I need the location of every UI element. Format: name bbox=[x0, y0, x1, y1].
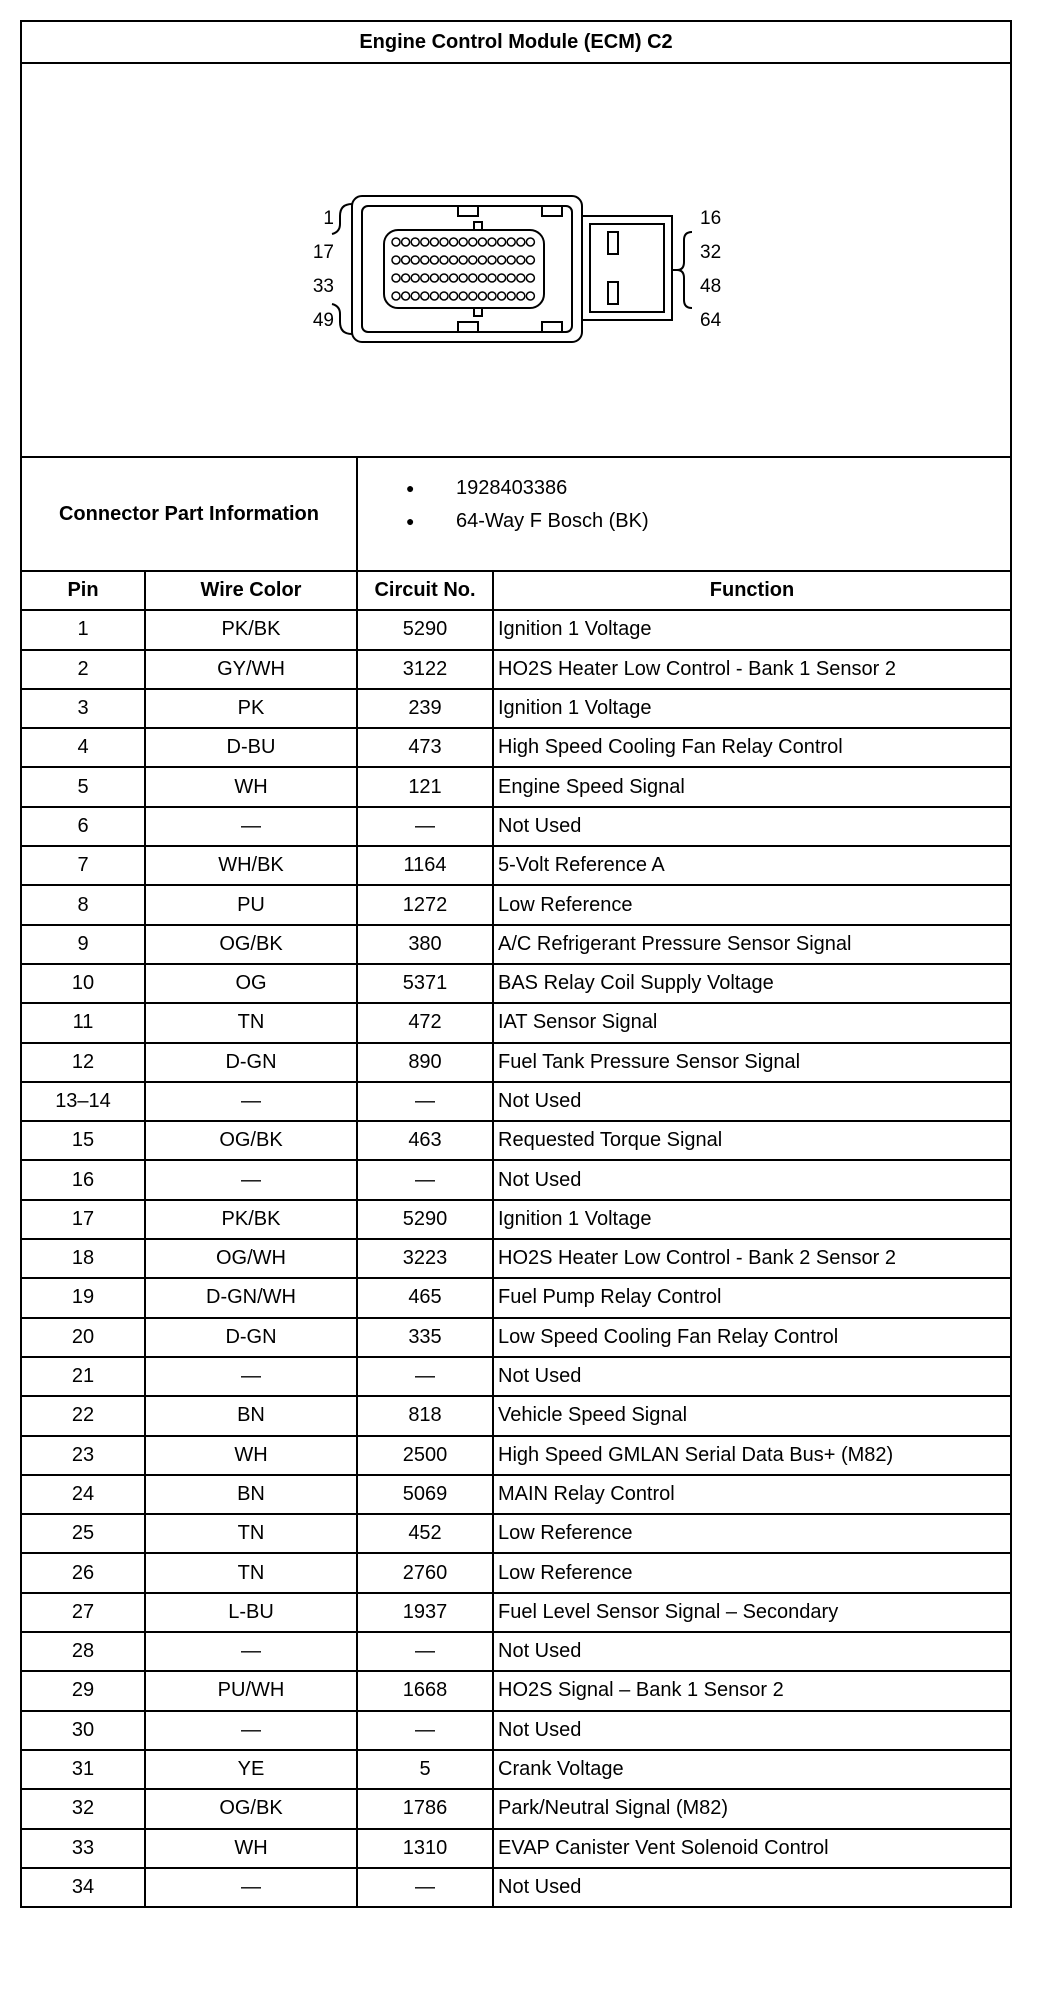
function-cell: Park/Neutral Signal (M82) bbox=[493, 1789, 1011, 1828]
connector-info-label: Connector Part Information bbox=[21, 457, 357, 571]
function-cell: Crank Voltage bbox=[493, 1750, 1011, 1789]
wire-color-cell: PK bbox=[145, 689, 357, 728]
wire-color-cell: OG/BK bbox=[145, 1789, 357, 1828]
table-row bbox=[21, 1593, 1011, 1632]
wire-color-cell: OG/BK bbox=[145, 925, 357, 964]
pin-cell: 9 bbox=[21, 925, 145, 964]
wire-color-cell: OG/WH bbox=[145, 1239, 357, 1278]
header-table bbox=[20, 20, 1012, 572]
function-cell: Not Used bbox=[493, 1082, 1011, 1121]
circuit-cell: 2760 bbox=[357, 1553, 493, 1592]
circuit-cell: 890 bbox=[357, 1043, 493, 1082]
pin-holes bbox=[392, 238, 534, 300]
pin-cell: 2 bbox=[21, 650, 145, 689]
function-cell: Fuel Pump Relay Control bbox=[493, 1278, 1011, 1317]
wire-color-cell: TN bbox=[145, 1514, 357, 1553]
wire-color-cell: L-BU bbox=[145, 1593, 357, 1632]
circuit-cell: 2500 bbox=[357, 1436, 493, 1475]
circuit-cell: 380 bbox=[357, 925, 493, 964]
pin-cell: 24 bbox=[21, 1475, 145, 1514]
circuit-cell: 465 bbox=[357, 1278, 493, 1317]
circuit-cell: 472 bbox=[357, 1003, 493, 1042]
pin-cell: 17 bbox=[21, 1200, 145, 1239]
function-cell: Not Used bbox=[493, 1632, 1011, 1671]
pin-cell: 10 bbox=[21, 964, 145, 1003]
table-row bbox=[21, 885, 1011, 924]
table-row bbox=[21, 1671, 1011, 1710]
table-row bbox=[21, 1318, 1011, 1357]
circuit-cell: 121 bbox=[357, 767, 493, 806]
pin-cell: 19 bbox=[21, 1278, 145, 1317]
function-cell: A/C Refrigerant Pressure Sensor Signal bbox=[493, 925, 1011, 964]
function-cell: Not Used bbox=[493, 1160, 1011, 1199]
function-cell: HO2S Heater Low Control - Bank 2 Sensor 2 bbox=[493, 1239, 1011, 1278]
function-cell: EVAP Canister Vent Solenoid Control bbox=[493, 1829, 1011, 1868]
function-cell: Vehicle Speed Signal bbox=[493, 1396, 1011, 1435]
pin-cell: 4 bbox=[21, 728, 145, 767]
circuit-cell: 1164 bbox=[357, 846, 493, 885]
pin-cell: 22 bbox=[21, 1396, 145, 1435]
table-row bbox=[21, 1043, 1011, 1082]
circuit-cell: 5 bbox=[357, 1750, 493, 1789]
table-row bbox=[21, 1357, 1011, 1396]
circuit-cell: 1937 bbox=[357, 1593, 493, 1632]
table-row bbox=[21, 1396, 1011, 1435]
wire-color-cell: D-BU bbox=[145, 728, 357, 767]
wire-color-cell: OG bbox=[145, 964, 357, 1003]
connector-info-values bbox=[357, 457, 1011, 571]
table-row bbox=[21, 964, 1011, 1003]
circuit-cell: 463 bbox=[357, 1121, 493, 1160]
wire-color-cell: BN bbox=[145, 1396, 357, 1435]
table-row bbox=[21, 650, 1011, 689]
pin-cell: 7 bbox=[21, 846, 145, 885]
connector-drawing bbox=[22, 64, 1008, 456]
circuit-cell: 239 bbox=[357, 689, 493, 728]
table-row bbox=[21, 1003, 1011, 1042]
wire-color-cell: TN bbox=[145, 1003, 357, 1042]
pin-label-right-64: 64 bbox=[700, 310, 722, 331]
wire-color-cell: — bbox=[145, 1082, 357, 1121]
function-cell: Low Reference bbox=[493, 1553, 1011, 1592]
wire-color-cell: — bbox=[145, 1160, 357, 1199]
wire-color-cell: PU bbox=[145, 885, 357, 924]
pin-cell: 21 bbox=[21, 1357, 145, 1396]
table-row bbox=[21, 767, 1011, 806]
pin-cell: 15 bbox=[21, 1121, 145, 1160]
pin-cell: 5 bbox=[21, 767, 145, 806]
circuit-cell: 3223 bbox=[357, 1239, 493, 1278]
circuit-cell: 5371 bbox=[357, 964, 493, 1003]
wire-color-cell: WH bbox=[145, 1436, 357, 1475]
pin-label-left-49: 49 bbox=[312, 310, 334, 331]
function-cell: Not Used bbox=[493, 1357, 1011, 1396]
function-cell: High Speed Cooling Fan Relay Control bbox=[493, 728, 1011, 767]
header-circuit-no: Circuit No. bbox=[357, 571, 493, 610]
connector-diagram bbox=[21, 63, 1011, 457]
pin-cell: 31 bbox=[21, 1750, 145, 1789]
connector-part-number: ● 1928403386 bbox=[406, 472, 1010, 505]
header-wire-color: Wire Color bbox=[145, 571, 357, 610]
pin-cell: 20 bbox=[21, 1318, 145, 1357]
circuit-cell: — bbox=[357, 1711, 493, 1750]
pin-label-right-16: 16 bbox=[700, 208, 722, 229]
circuit-cell: 5290 bbox=[357, 610, 493, 649]
pin-cell: 18 bbox=[21, 1239, 145, 1278]
wire-color-cell: — bbox=[145, 807, 357, 846]
table-row bbox=[21, 1514, 1011, 1553]
pin-label-right-32: 32 bbox=[700, 242, 722, 263]
wire-color-cell: — bbox=[145, 1632, 357, 1671]
table-row bbox=[21, 1121, 1011, 1160]
pin-cell: 3 bbox=[21, 689, 145, 728]
wire-color-cell: D-GN bbox=[145, 1318, 357, 1357]
circuit-cell: 1786 bbox=[357, 1789, 493, 1828]
circuit-cell: 818 bbox=[357, 1396, 493, 1435]
circuit-cell: — bbox=[357, 1082, 493, 1121]
pin-cell: 23 bbox=[21, 1436, 145, 1475]
circuit-cell: — bbox=[357, 1357, 493, 1396]
wire-color-cell: GY/WH bbox=[145, 650, 357, 689]
function-cell: Low Speed Cooling Fan Relay Control bbox=[493, 1318, 1011, 1357]
pin-cell: 27 bbox=[21, 1593, 145, 1632]
function-cell: Requested Torque Signal bbox=[493, 1121, 1011, 1160]
pin-label-right-48: 48 bbox=[700, 276, 722, 297]
circuit-cell: — bbox=[357, 807, 493, 846]
function-cell: Low Reference bbox=[493, 1514, 1011, 1553]
function-cell: IAT Sensor Signal bbox=[493, 1003, 1011, 1042]
table-row bbox=[21, 728, 1011, 767]
pin-cell: 29 bbox=[21, 1671, 145, 1710]
pin-label-left-17: 17 bbox=[312, 242, 334, 263]
table-row bbox=[21, 1278, 1011, 1317]
circuit-cell: 3122 bbox=[357, 650, 493, 689]
pin-cell: 16 bbox=[21, 1160, 145, 1199]
pin-cell: 32 bbox=[21, 1789, 145, 1828]
pin-cell: 25 bbox=[21, 1514, 145, 1553]
wire-color-cell: PU/WH bbox=[145, 1671, 357, 1710]
circuit-cell: — bbox=[357, 1868, 493, 1907]
pin-cell: 13–14 bbox=[21, 1082, 145, 1121]
pin-cell: 28 bbox=[21, 1632, 145, 1671]
wire-color-cell: PK/BK bbox=[145, 610, 357, 649]
pin-cell: 8 bbox=[21, 885, 145, 924]
table-row bbox=[21, 1553, 1011, 1592]
function-cell: High Speed GMLAN Serial Data Bus+ (M82) bbox=[493, 1436, 1011, 1475]
circuit-cell: 473 bbox=[357, 728, 493, 767]
connector-type: ● 64-Way F Bosch (BK) bbox=[406, 505, 1010, 538]
table-row bbox=[21, 925, 1011, 964]
pin-cell: 26 bbox=[21, 1553, 145, 1592]
table-row bbox=[21, 1789, 1011, 1828]
table-row bbox=[21, 1239, 1011, 1278]
pin-label-left-1: 1 bbox=[323, 208, 334, 229]
wire-color-cell: BN bbox=[145, 1475, 357, 1514]
table-row bbox=[21, 846, 1011, 885]
function-cell: Ignition 1 Voltage bbox=[493, 1200, 1011, 1239]
function-cell: MAIN Relay Control bbox=[493, 1475, 1011, 1514]
pin-cell: 1 bbox=[21, 610, 145, 649]
wire-color-cell: WH bbox=[145, 767, 357, 806]
function-cell: BAS Relay Coil Supply Voltage bbox=[493, 964, 1011, 1003]
table-row bbox=[21, 1082, 1011, 1121]
function-cell: Fuel Tank Pressure Sensor Signal bbox=[493, 1043, 1011, 1082]
function-cell: Fuel Level Sensor Signal – Secondary bbox=[493, 1593, 1011, 1632]
table-row bbox=[21, 1829, 1011, 1868]
circuit-cell: 452 bbox=[357, 1514, 493, 1553]
function-cell: Not Used bbox=[493, 1711, 1011, 1750]
table-row bbox=[21, 1868, 1011, 1907]
wire-color-cell: TN bbox=[145, 1553, 357, 1592]
pinout-sheet bbox=[20, 20, 1010, 1908]
table-row bbox=[21, 1160, 1011, 1199]
wire-color-cell: WH bbox=[145, 1829, 357, 1868]
circuit-cell: 5290 bbox=[357, 1200, 493, 1239]
table-row bbox=[21, 1750, 1011, 1789]
table-header-row bbox=[21, 571, 1011, 610]
circuit-cell: 5069 bbox=[357, 1475, 493, 1514]
circuit-cell: 1310 bbox=[357, 1829, 493, 1868]
pinout-table-body bbox=[21, 610, 1011, 1907]
pin-cell: 34 bbox=[21, 1868, 145, 1907]
function-cell: Ignition 1 Voltage bbox=[493, 689, 1011, 728]
circuit-cell: 335 bbox=[357, 1318, 493, 1357]
pinout-table bbox=[20, 570, 1012, 1908]
circuit-cell: — bbox=[357, 1160, 493, 1199]
pin-cell: 30 bbox=[21, 1711, 145, 1750]
function-cell: Not Used bbox=[493, 807, 1011, 846]
table-row bbox=[21, 807, 1011, 846]
wire-color-cell: D-GN bbox=[145, 1043, 357, 1082]
table-row bbox=[21, 610, 1011, 649]
table-row bbox=[21, 1200, 1011, 1239]
table-row bbox=[21, 1436, 1011, 1475]
wire-color-cell: YE bbox=[145, 1750, 357, 1789]
pin-label-left-33: 33 bbox=[312, 276, 334, 297]
header-function: Function bbox=[493, 571, 1011, 610]
function-cell: HO2S Signal – Bank 1 Sensor 2 bbox=[493, 1671, 1011, 1710]
pin-cell: 6 bbox=[21, 807, 145, 846]
table-row bbox=[21, 689, 1011, 728]
page-title: Engine Control Module (ECM) C2 bbox=[21, 21, 1011, 63]
wire-color-cell: — bbox=[145, 1357, 357, 1396]
table-row bbox=[21, 1632, 1011, 1671]
circuit-cell: — bbox=[357, 1632, 493, 1671]
circuit-cell: 1272 bbox=[357, 885, 493, 924]
table-row bbox=[21, 1711, 1011, 1750]
function-cell: HO2S Heater Low Control - Bank 1 Sensor 2 bbox=[493, 650, 1011, 689]
wire-color-cell: OG/BK bbox=[145, 1121, 357, 1160]
pin-cell: 12 bbox=[21, 1043, 145, 1082]
wire-color-cell: — bbox=[145, 1711, 357, 1750]
pin-cell: 33 bbox=[21, 1829, 145, 1868]
pin-cell: 11 bbox=[21, 1003, 145, 1042]
circuit-cell: 1668 bbox=[357, 1671, 493, 1710]
function-cell: Ignition 1 Voltage bbox=[493, 610, 1011, 649]
wire-color-cell: — bbox=[145, 1868, 357, 1907]
function-cell: 5-Volt Reference A bbox=[493, 846, 1011, 885]
wire-color-cell: D-GN/WH bbox=[145, 1278, 357, 1317]
function-cell: Not Used bbox=[493, 1868, 1011, 1907]
function-cell: Low Reference bbox=[493, 885, 1011, 924]
wire-color-cell: PK/BK bbox=[145, 1200, 357, 1239]
function-cell: Engine Speed Signal bbox=[493, 767, 1011, 806]
header-pin: Pin bbox=[21, 571, 145, 610]
wire-color-cell: WH/BK bbox=[145, 846, 357, 885]
table-row bbox=[21, 1475, 1011, 1514]
